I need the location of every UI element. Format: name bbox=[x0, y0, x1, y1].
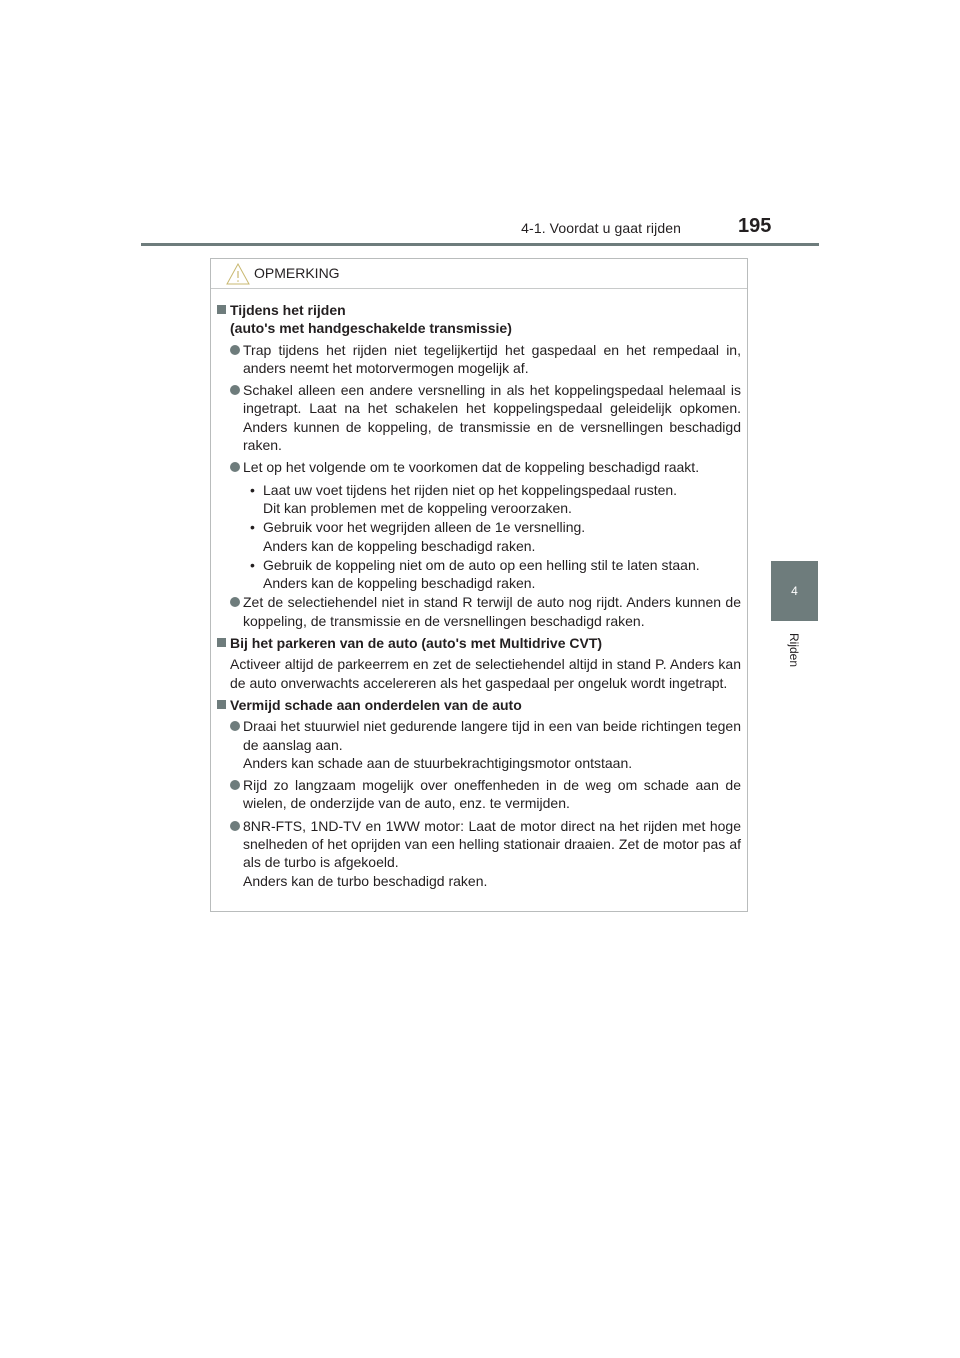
section-heading-driving bbox=[217, 301, 741, 338]
sub-list-item bbox=[217, 518, 741, 555]
round-bullet-icon bbox=[230, 780, 240, 790]
sub-item-line-2: Anders kan de koppeling beschadigd raken. bbox=[263, 575, 536, 592]
list-item bbox=[217, 593, 741, 630]
list-item bbox=[217, 717, 741, 772]
section-title: 4-1. Voordat u gaat rijden bbox=[521, 220, 681, 236]
chapter-number-tab bbox=[771, 561, 818, 621]
square-bullet-icon bbox=[217, 700, 226, 709]
bullet-text: Zet de selectiehendel niet in stand R terwijl de auto nog rijdt. Anders kunnen de koppeling, de transmissie en de versnellingen beschadigd raken. bbox=[243, 594, 741, 629]
sub-item-line-1: Gebruik de koppeling niet om de auto op een helling stil te laten staan. bbox=[263, 556, 700, 573]
chapter-number: 4 bbox=[791, 584, 798, 598]
bullet-text-line-2: Anders kan de turbo beschadigd raken. bbox=[243, 872, 488, 889]
sub-list-item bbox=[217, 481, 741, 518]
bullet-text: Schakel alleen een andere versnelling in als het koppelingspedaal helemaal is ingetrapt. Laat na het schakelen het koppelingspedaal geleidelijk opkomen. Anders kunnen de koppeling, de transmissie en de versnellingen beschadigd raken. bbox=[243, 382, 741, 454]
list-item bbox=[217, 776, 741, 813]
notice-header bbox=[211, 259, 747, 289]
sub-item-line-1: Laat uw voet tijdens het rijden niet op het koppelingspedaal rusten. bbox=[263, 481, 678, 498]
list-item bbox=[217, 817, 741, 890]
round-bullet-icon bbox=[230, 597, 240, 607]
round-bullet-icon bbox=[230, 345, 240, 355]
heading-text: Vermijd schade aan onderdelen van de auto bbox=[230, 696, 522, 713]
round-bullet-icon bbox=[230, 385, 240, 395]
round-bullet-icon bbox=[230, 462, 240, 472]
heading-line-1: Tijdens het rijden bbox=[230, 302, 346, 318]
heading-line-2: (auto's met handgeschakelde transmissie) bbox=[230, 320, 512, 337]
sub-item-line-1: Gebruik voor het wegrijden alleen de 1e versnelling. bbox=[263, 519, 586, 536]
heading-text: Bij het parkeren van de auto (auto's met Multidrive CVT) bbox=[230, 635, 603, 652]
dot-marker: • bbox=[250, 519, 255, 536]
bullet-text-line-2: Anders kan schade aan de stuurbekrachtigingsmotor ontstaan. bbox=[243, 754, 633, 771]
page-header bbox=[0, 0, 960, 250]
list-item bbox=[217, 381, 741, 454]
sub-list-item bbox=[217, 556, 741, 593]
sub-item-line-2: Dit kan problemen met de koppeling veroorzaken. bbox=[263, 499, 572, 516]
paragraph: Activeer altijd de parkeerrem en zet de selectiehendel altijd in stand P. Anders kan de auto onverwachts accelereren als het gaspedaal per ongeluk wordt ingetrapt. bbox=[230, 656, 741, 691]
bullet-text: 8NR-FTS, 1ND-TV en 1WW motor: Laat de motor direct na het rijden met hoge snelheden of het oprijden van een helling stationair draaien. Zet de motor pas af als de turbo is afgekoeld. bbox=[243, 817, 741, 871]
bullet-text: Let op het volgende om te voorkomen dat de koppeling beschadigd raakt. bbox=[243, 459, 700, 476]
notice-box bbox=[210, 258, 748, 912]
chapter-name-tab bbox=[771, 621, 818, 679]
dot-marker: • bbox=[250, 556, 255, 573]
dot-marker: • bbox=[250, 481, 255, 498]
bullet-text: Draai het stuurwiel niet gedurende langere tijd in een van beide richtingen tegen de aanslag aan. bbox=[243, 718, 741, 753]
list-item bbox=[217, 341, 741, 378]
notice-body bbox=[211, 289, 747, 890]
square-bullet-icon bbox=[217, 638, 226, 647]
header-divider bbox=[141, 243, 819, 246]
section-heading-damage bbox=[217, 696, 741, 714]
round-bullet-icon bbox=[230, 721, 240, 731]
bullet-text: Trap tijdens het rijden niet tegelijkertijd het gaspedaal en het rempedaal in, anders neemt het motorvermogen mogelijk af. bbox=[243, 341, 741, 376]
list-item bbox=[217, 458, 741, 476]
chapter-name: Rijden bbox=[787, 632, 802, 668]
round-bullet-icon bbox=[230, 821, 240, 831]
page-number: 195 bbox=[738, 215, 772, 237]
sub-item-line-2: Anders kan de koppeling beschadigd raken. bbox=[263, 537, 536, 554]
square-bullet-icon bbox=[217, 305, 226, 314]
notice-title: OPMERKING bbox=[254, 265, 340, 281]
section-heading-parking bbox=[217, 634, 741, 652]
bullet-text: Rijd zo langzaam mogelijk over oneffenheden in de weg om schade aan de wielen, de onderzijde van de auto, enz. te vermijden. bbox=[243, 777, 741, 812]
warning-triangle-icon bbox=[226, 263, 250, 285]
